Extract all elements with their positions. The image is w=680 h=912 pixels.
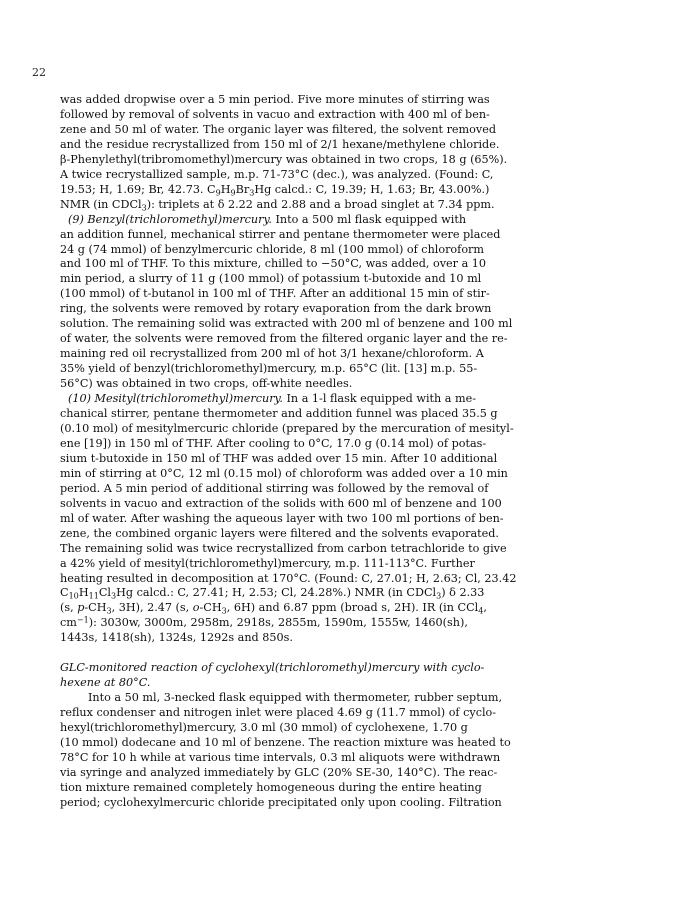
text-run: min period, a slurry of 11 g (100 mmol) of potassium t-butoxide and 10 ml	[60, 272, 482, 286]
text-line	[60, 721, 660, 736]
text-line	[60, 766, 660, 781]
text-line	[60, 512, 660, 527]
superscript: −1	[76, 616, 89, 625]
text-run: period. A 5 min period of additional stirring was followed by the removal of	[60, 481, 489, 495]
text-line	[60, 422, 660, 437]
text-run: (100 mmol) of t-butanol in 100 ml of THF. After an additional 15 min of stir-	[60, 287, 490, 301]
text-run: ene [19]) in 150 ml of THF. After cooling to 0°C, 17.0 g (0.14 mol) of potas-	[60, 436, 487, 450]
text-run: In a 1-l flask equipped with a me-	[282, 392, 477, 406]
text-run: 78°C for 10 h while at various time intervals, 0.3 ml aliquots were withdrawn	[60, 750, 501, 764]
text-run: and the residue recrystallized from 150 ml of 2/1 hexane/methylene chloride.	[60, 137, 500, 151]
text-line	[60, 228, 660, 243]
text-line	[60, 272, 660, 287]
italic-text: (9) Benzyl(trichloromethyl)mercury.	[68, 212, 272, 226]
text-line	[60, 198, 660, 213]
text-run: ml of water. After washing the aqueous layer with two 100 ml portions of ben-	[60, 511, 504, 525]
text-line	[60, 542, 660, 557]
text-run: ): 3030w, 3000m, 2958m, 2918s, 2855m, 1590m, 1555w, 1460(sh),	[88, 616, 468, 630]
text-line	[60, 586, 660, 601]
text-line	[60, 751, 660, 766]
text-line	[60, 93, 660, 108]
text-run: ) δ 2.33	[441, 586, 485, 600]
text-run: cm	[60, 616, 77, 630]
text-line	[60, 616, 660, 631]
italic-text: o	[192, 601, 200, 615]
subscript: 3	[249, 188, 255, 198]
text-run: an addition funnel, mechanical stirrer and pentane thermometer were placed	[60, 227, 501, 241]
text-run: -CH	[199, 601, 222, 615]
subscript: 11	[88, 591, 99, 601]
text-line	[60, 601, 660, 616]
text-run: , 3H), 2.47 (s,	[111, 601, 193, 615]
text-run: chanical stirrer, pentane thermometer and addition funnel was placed 35.5 g	[60, 407, 498, 421]
text-run: heating resulted in decomposition at 170°C. (Found: C, 27.01; H, 2.63; Cl, 23.42	[60, 571, 517, 585]
text-run: maining red oil recrystallized from 200 ml of hot 3/1 hexane/chloroform. A	[60, 347, 484, 361]
italic-text: GLC-monitored reaction of cyclohexyl(trichloromethyl)mercury with cyclo-	[60, 661, 485, 675]
text-line	[60, 123, 660, 138]
text-run: ring, the solvents were removed by rotary evaporation from the dark brown	[60, 302, 492, 316]
text-line	[60, 347, 660, 362]
text-line	[60, 138, 660, 153]
subscript: 3	[436, 591, 442, 601]
text-run: (10 mmol) dodecane and 10 ml of benzene. The reaction mixture was heated to	[60, 736, 511, 750]
text-line	[60, 452, 660, 467]
text-line	[60, 781, 660, 796]
text-run: 19.53; H, 1.69; Br, 42.73. C	[60, 182, 216, 196]
text-run: Cl	[98, 586, 111, 600]
text-run: tion mixture remained completely homogeneous during the entire heating	[60, 780, 482, 794]
text-line	[60, 153, 660, 168]
text-line	[60, 317, 660, 332]
text-line	[60, 257, 660, 272]
text-line	[60, 437, 660, 452]
text-run: (0.10 mol) of mesitylmercuric chloride (prepared by the mercuration of mesityl-	[60, 421, 514, 435]
subscript: 4	[478, 606, 484, 616]
text-line	[60, 661, 660, 676]
text-run: hexyl(trichloromethyl)mercury, 3.0 ml (30 mmol) of cyclohexene, 1.70 g	[60, 721, 468, 735]
text-run: (s,	[60, 601, 78, 615]
text-run: H	[78, 586, 89, 600]
text-run: Hg calcd.: C, 19.39; H, 1.63; Br, 43.00%.)	[254, 182, 490, 196]
subscript: 3	[106, 606, 112, 616]
page-number: 22	[32, 66, 46, 79]
text-line	[60, 168, 660, 183]
text-run: min of stirring at 0°C, 12 ml (0.15 mol) of chloroform was added over a 10 min	[60, 466, 508, 480]
text-run: Into a 50 ml, 3-necked flask equipped with thermometer, rubber septum,	[88, 691, 503, 705]
text-run: Into a 500 ml flask equipped with	[271, 212, 467, 226]
text-run: Br	[235, 182, 250, 196]
text-line	[60, 706, 660, 721]
italic-text: hexene at 80°C.	[60, 676, 151, 690]
text-run: ,	[483, 601, 487, 615]
text-line	[60, 691, 660, 706]
section-gap	[60, 646, 660, 661]
subscript: 3	[110, 591, 117, 601]
text-run: 56°C) was obtained in two crops, off-white needles.	[60, 377, 353, 391]
text-run: -CH	[84, 601, 107, 615]
text-line	[60, 183, 660, 198]
text-run: C	[60, 586, 69, 600]
text-run: was added dropwise over a 5 min period. Five more minutes of stirring was	[60, 93, 490, 106]
text-run: solvents in vacuo and extraction of the solids with 600 ml of benzene and 100	[60, 496, 502, 510]
text-line	[60, 482, 660, 497]
text-line	[60, 736, 660, 751]
text-run: reflux condenser and nitrogen inlet were placed 4.69 g (11.7 mmol) of cyclo-	[60, 706, 497, 720]
text-line	[60, 243, 660, 258]
text-run: 35% yield of benzyl(trichloromethyl)mercury, m.p. 65°C (lit. [13] m.p. 55-	[60, 362, 478, 376]
text-line	[60, 287, 660, 302]
text-line	[60, 631, 660, 646]
text-run: ): triplets at δ 2.22 and 2.88 and a broad singlet at 7.34 ppm.	[146, 197, 495, 211]
text-run: , 6H) and 6.87 ppm (broad s, 2H). IR (in CCl	[226, 601, 479, 615]
text-run: β-Phenylethyl(tribromomethyl)mercury was obtained in two crops, 18 g (65%).	[60, 152, 508, 166]
text-run: sium t-butoxide in 150 ml of THF was added over 15 min. After 10 additional	[60, 451, 498, 465]
text-line	[60, 392, 660, 407]
text-run: 1443s, 1418(sh), 1324s, 1292s and 850s.	[60, 631, 293, 645]
text-run: H	[220, 182, 231, 196]
text-run: The remaining solid was twice recrystallized from carbon tetrachloride to give	[60, 541, 507, 555]
text-line	[60, 407, 660, 422]
italic-text: (10) Mesityl(trichloromethyl)mercury.	[68, 392, 283, 406]
subscript: 3	[221, 606, 227, 616]
text-run: zene, the combined organic layers were filtered and the solvents evaporated.	[60, 526, 499, 540]
text-line	[60, 108, 660, 123]
text-line	[60, 377, 660, 392]
text-line	[60, 572, 660, 587]
subscript: 9	[215, 188, 221, 198]
text-line	[60, 497, 660, 512]
text-line	[60, 467, 660, 482]
text-line	[60, 213, 660, 228]
body-text	[60, 93, 660, 811]
text-line	[60, 557, 660, 572]
text-run: NMR (in CDCl	[60, 197, 142, 211]
text-run: and 100 ml of THF. To this mixture, chilled to −50°C, was added, over a 10	[60, 257, 487, 271]
text-line	[60, 332, 660, 347]
text-run: period; cyclohexylmercuric chloride precipitated only upon cooling. Filtration	[60, 795, 502, 809]
text-line	[60, 302, 660, 317]
text-line	[60, 527, 660, 542]
text-run: via syringe and analyzed immediately by GLC (20% SE-30, 140°C). The reac-	[60, 765, 498, 779]
text-line	[60, 676, 660, 691]
text-line	[60, 796, 660, 811]
subscript: 3	[141, 203, 147, 213]
text-run: 24 g (74 mmol) of benzylmercuric chloride, 8 ml (100 mmol) of chloroform	[60, 242, 485, 256]
text-run: A twice recrystallized sample, m.p. 71-73°C (dec.), was analyzed. (Found: C,	[60, 167, 494, 181]
text-run: of water, the solvents were removed from the filtered organic layer and the re-	[60, 332, 508, 346]
text-run: Hg calcd.: C, 27.41; H, 2.53; Cl, 24.28%.) NMR (in CDCl	[116, 586, 437, 600]
text-run: followed by removal of solvents in vacuo and extraction with 400 ml of ben-	[60, 107, 490, 121]
text-run: a 42% yield of mesityl(trichloromethyl)mercury, m.p. 111-113°C. Further	[60, 556, 475, 570]
subscript: 10	[68, 591, 79, 601]
italic-text: p	[77, 601, 85, 615]
subscript: 9	[230, 188, 236, 198]
text-run: solution. The remaining solid was extracted with 200 ml of benzene and 100 ml	[60, 317, 513, 331]
text-run: zene and 50 ml of water. The organic layer was filtered, the solvent removed	[60, 122, 496, 136]
text-line	[60, 362, 660, 377]
